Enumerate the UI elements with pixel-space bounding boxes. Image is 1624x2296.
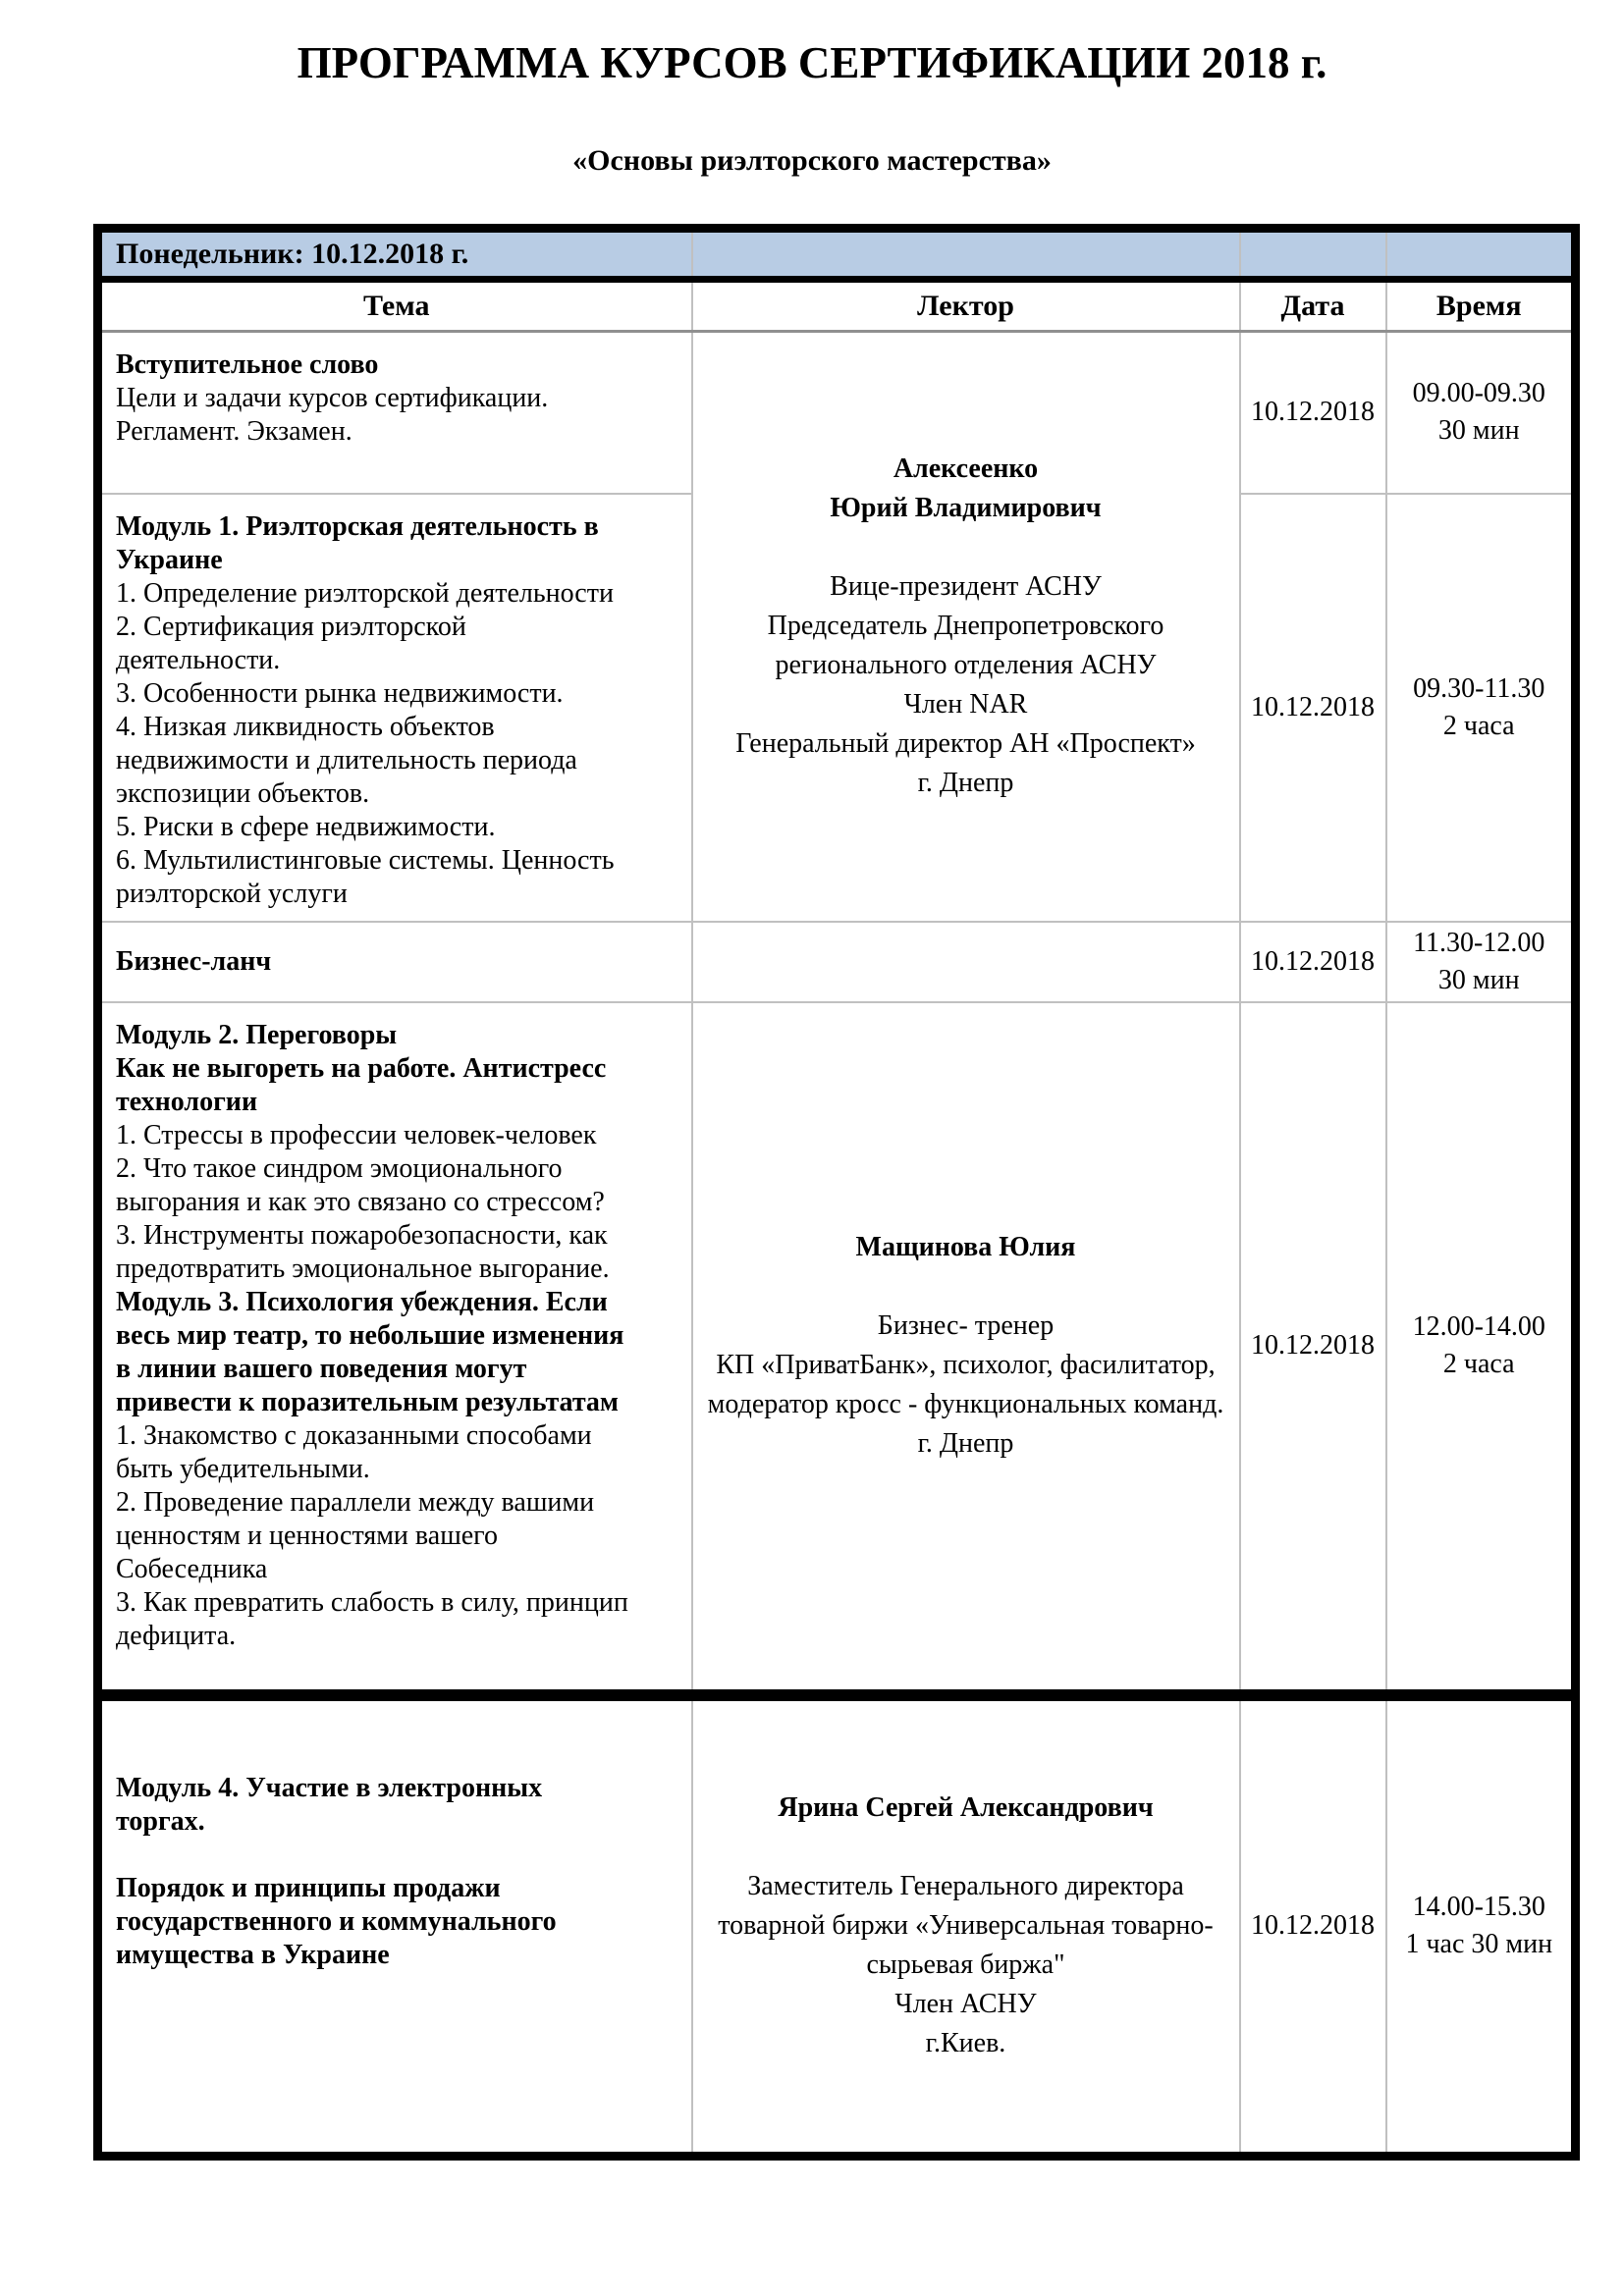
day-header-spacer-lektor bbox=[692, 229, 1240, 280]
tema-line bbox=[116, 1839, 636, 1872]
tema-line: 2. Что такое синдром эмоционального выгорания и как это связано со стрессом? bbox=[116, 1152, 605, 1217]
tema-cell-lunch bbox=[98, 922, 692, 1002]
time-line: 11.30-12.00 bbox=[1413, 927, 1545, 958]
time-line: 09.00-09.30 bbox=[1412, 378, 1545, 409]
lecturer-name bbox=[701, 1228, 1231, 1267]
lecturer-detail-line: Член АСНУ bbox=[894, 1989, 1037, 2020]
lecturer-details bbox=[701, 567, 1231, 803]
time-cell-mod1 bbox=[1386, 494, 1576, 922]
time-line: 1 час 30 мин bbox=[1405, 1929, 1553, 1960]
time-line: 12.00-14.00 bbox=[1412, 1311, 1545, 1342]
column-header-lektor: Лектор bbox=[692, 280, 1240, 332]
tema-line: 1. Стрессы в профессии человек-человек bbox=[116, 1119, 597, 1150]
schedule-table bbox=[93, 224, 1580, 2161]
lecturer-details bbox=[701, 1867, 1231, 2063]
lecturer-detail-line: г. Днепр bbox=[917, 1428, 1014, 1459]
time-line: 2 часа bbox=[1442, 1349, 1515, 1379]
page-subtitle: «Основы риэлторского мастерства» bbox=[572, 144, 1052, 177]
lecturer-detail-line: Заместитель Генерального директора товарной биржи «Универсальная товарно-сырьевая биржа" bbox=[718, 1871, 1214, 1981]
lecturer-detail-line: Бизнес- тренер bbox=[877, 1310, 1055, 1341]
lecturer-cell-open bbox=[692, 332, 1240, 922]
tema-line: Вступительное слово bbox=[116, 349, 379, 380]
lecturer-detail-line: Член NAR bbox=[903, 689, 1028, 721]
lecturer-details bbox=[701, 1307, 1231, 1464]
tema-line: Цели и задачи курсов сертификации. bbox=[116, 383, 549, 413]
lecturer-cell-mod23 bbox=[692, 1002, 1240, 1695]
time-cell-mod23 bbox=[1386, 1002, 1576, 1695]
lecturer-name-line: Алексеенко bbox=[893, 454, 1039, 485]
tema-line: 2. Проведение параллели между вашими ценностям и ценностями вашего Собеседника bbox=[116, 1486, 595, 1584]
tema-line: 6. Мультилистинговые системы. Ценность риэлторской услуги bbox=[116, 844, 615, 909]
column-header-row bbox=[98, 280, 1576, 332]
session-row-open bbox=[98, 332, 1576, 494]
tema-line: 2. Сертификация риэлторской деятельности. bbox=[116, 611, 466, 675]
session-row-mod23 bbox=[98, 1002, 1576, 1695]
tema-line: Модуль 2. Переговоры bbox=[116, 1019, 398, 1050]
time-line: 14.00-15.30 bbox=[1412, 1892, 1545, 1923]
lecturer-name-line: Ярина Сергей Александрович bbox=[778, 1792, 1154, 1824]
tema-line: Модуль 4. Участие в электронных торгах. bbox=[116, 1772, 543, 1837]
date-cell-mod1: 10.12.2018 bbox=[1240, 494, 1386, 922]
tema-line: 3. Инструменты пожаробезопасности, как предотвратить эмоциональное выгорание. bbox=[116, 1219, 610, 1284]
tema-line: Порядок и принципы продажи государственного и коммунального имущества в Украине bbox=[116, 1872, 557, 1970]
time-line: 30 мин bbox=[1437, 415, 1520, 447]
column-header-vremya: Время bbox=[1386, 280, 1576, 332]
time-cell-open bbox=[1386, 332, 1576, 494]
lecturer-detail-line: г.Киев. bbox=[925, 2028, 1006, 2059]
tema-cell-mod1 bbox=[98, 494, 692, 922]
lecturer-detail-line: г. Днепр bbox=[917, 768, 1014, 799]
lecturer-name bbox=[701, 450, 1231, 528]
lecturer-name-line: Юрий Владимирович bbox=[830, 493, 1102, 524]
tema-line: 5. Риски в сфере недвижимости. bbox=[116, 811, 496, 842]
tema-cell-open bbox=[98, 332, 692, 494]
column-header-data: Дата bbox=[1240, 280, 1386, 332]
day-header-cell bbox=[98, 229, 692, 280]
session-row-mod4 bbox=[98, 1695, 1576, 2157]
tema-cell-mod23 bbox=[98, 1002, 692, 1695]
lecturer-detail-line: КП «ПриватБанк», психолог, фасилитатор, модератор кросс - функциональных команд. bbox=[707, 1350, 1224, 1419]
tema-line: Регламент. Экзамен. bbox=[116, 416, 352, 447]
time-line: 30 мин bbox=[1437, 964, 1520, 995]
date-cell-mod23: 10.12.2018 bbox=[1240, 1002, 1386, 1695]
time-cell-mod4 bbox=[1386, 1695, 1576, 2157]
tema-line: Как не выгореть на работе. Антистресс технологии bbox=[116, 1052, 607, 1117]
lecturer-detail-line: Вице-президент АСНУ bbox=[830, 571, 1102, 603]
lecturer-name bbox=[701, 1789, 1231, 1828]
day-header-spacer-vremya bbox=[1386, 229, 1576, 280]
date-cell-open: 10.12.2018 bbox=[1240, 332, 1386, 494]
lecturer-detail-line: Генеральный директор АН «Проспект» bbox=[735, 728, 1196, 760]
lecturer-cell-lunch bbox=[692, 922, 1240, 1002]
tema-line: Бизнес-ланч bbox=[116, 945, 272, 977]
column-header-tema: Тема bbox=[98, 280, 692, 332]
lecturer-cell-mod4 bbox=[692, 1695, 1240, 2157]
tema-line: 1. Знакомство с доказанными способами быть убедительными. bbox=[116, 1419, 592, 1484]
time-line: 2 часа bbox=[1442, 710, 1515, 741]
date-cell-mod4: 10.12.2018 bbox=[1240, 1695, 1386, 2157]
date-cell-lunch: 10.12.2018 bbox=[1240, 922, 1386, 1002]
time-cell-lunch bbox=[1386, 922, 1576, 1002]
tema-line: 3. Как превратить слабость в силу, принцип дефицита. bbox=[116, 1586, 628, 1651]
tema-cell-mod4 bbox=[98, 1695, 692, 2157]
page-title: ПРОГРАММА КУРСОВ СЕРТИФИКАЦИИ 2018 г. bbox=[297, 38, 1327, 87]
day-header-spacer-data bbox=[1240, 229, 1386, 280]
tema-line: 4. Низкая ликвидность объектов недвижимости и длительность периода экспозиции объектов. bbox=[116, 711, 577, 809]
session-row-lunch bbox=[98, 922, 1576, 1002]
tema-line: 1. Определение риэлторской деятельности bbox=[116, 577, 614, 609]
lecturer-detail-line: Председатель Днепропетровского регионального отделения АСНУ bbox=[767, 611, 1164, 681]
day-header-row bbox=[98, 229, 1576, 280]
lecturer-name-line: Мащинова Юлия bbox=[855, 1232, 1076, 1262]
day-header-label: Понедельник: 10.12.2018 г. bbox=[116, 238, 469, 270]
tema-line: Модуль 3. Психология убеждения. Если весь мир театр, то небольшие изменения в линии вашего поведения могут привести к поразительным результатам bbox=[116, 1286, 624, 1417]
tema-line: Модуль 1. Риэлторская деятельность в Украине bbox=[116, 510, 599, 575]
time-line: 09.30-11.30 bbox=[1413, 672, 1545, 704]
tema-line: 3. Особенности рынка недвижимости. bbox=[116, 677, 564, 709]
